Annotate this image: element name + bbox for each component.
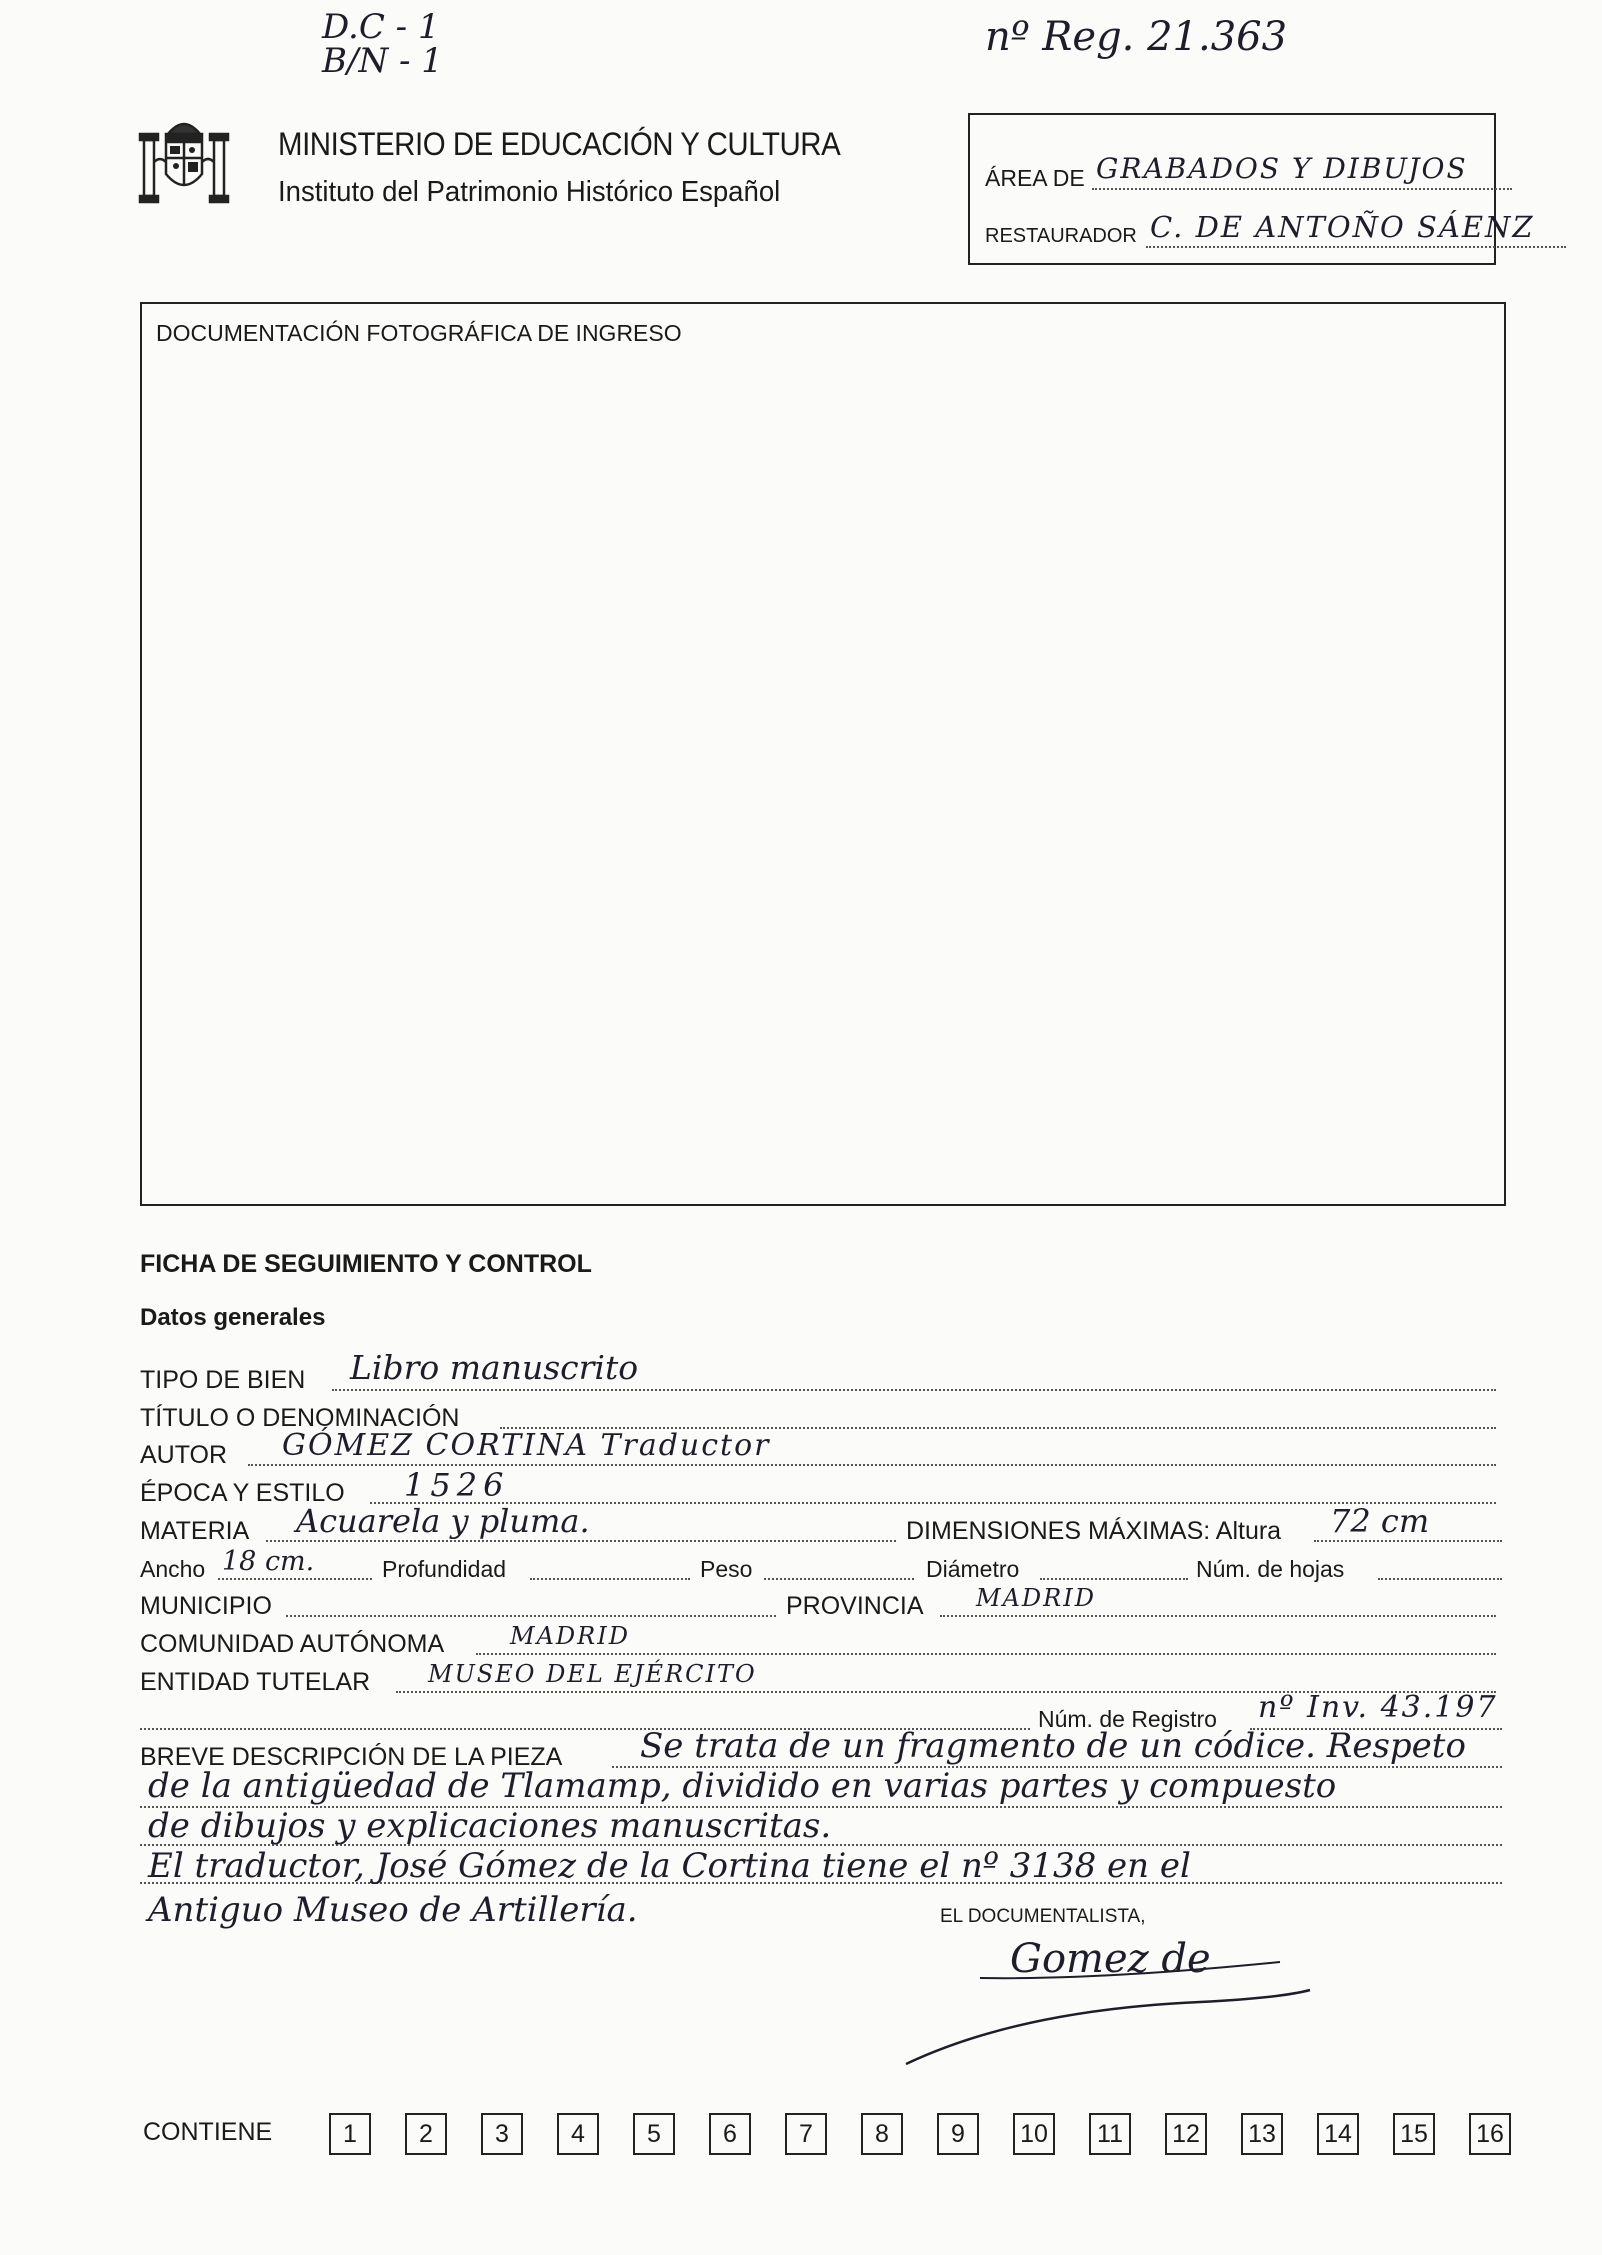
registro-value[interactable]: nº Inv. 43.197 [1258, 1690, 1498, 1725]
contiene-box-11[interactable]: 11 [1089, 2113, 1131, 2155]
autor-label: AUTOR [140, 1441, 228, 1469]
contiene-box-13[interactable]: 13 [1241, 2113, 1283, 2155]
hojas-label: Núm. de hojas [1196, 1556, 1345, 1582]
epoca-value[interactable]: 1526 [404, 1466, 510, 1504]
peso-dotted-line[interactable] [764, 1578, 914, 1580]
provincia-value[interactable]: MADRID [976, 1584, 1096, 1612]
photo-documentation-box [140, 302, 1506, 1206]
descripcion-line-2[interactable]: de la antigüedad de Tlamamp, dividido en varias partes y compuesto [148, 1766, 1337, 1806]
section-title: FICHA DE SEGUIMIENTO Y CONTROL [140, 1250, 592, 1278]
tipo-value[interactable]: Libro manuscrito [350, 1348, 639, 1387]
titulo-label: TÍTULO O DENOMINACIÓN [140, 1404, 460, 1432]
photo-box-title: DOCUMENTACIÓN FOTOGRÁFICA DE INGRESO [156, 320, 682, 346]
contiene-box-3[interactable]: 3 [481, 2113, 523, 2155]
contiene-box-16[interactable]: 16 [1469, 2113, 1511, 2155]
profundidad-dotted-line[interactable] [530, 1578, 690, 1580]
provincia-label: PROVINCIA [786, 1592, 924, 1620]
profundidad-label: Profundidad [382, 1556, 507, 1582]
dimensiones-label: DIMENSIONES MÁXIMAS: Altura [906, 1517, 1282, 1545]
registro-label: Núm. de Registro [1038, 1706, 1217, 1732]
subsection-title: Datos generales [140, 1304, 326, 1331]
top-left-note-line1: D.C - 1 [322, 7, 440, 47]
ministry-name: MINISTERIO DE EDUCACIÓN Y CULTURA [278, 126, 841, 162]
ancho-dotted-line [218, 1578, 372, 1580]
area-label: ÁREA DE [985, 165, 1085, 191]
contiene-box-4[interactable]: 4 [557, 2113, 599, 2155]
epoca-label: ÉPOCA Y ESTILO [140, 1479, 345, 1507]
contiene-box-2[interactable]: 2 [405, 2113, 447, 2155]
area-dotted-line [1092, 188, 1512, 190]
contiene-box-1[interactable]: 1 [329, 2113, 371, 2155]
contiene-box-6[interactable]: 6 [709, 2113, 751, 2155]
descripcion-label: BREVE DESCRIPCIÓN DE LA PIEZA [140, 1743, 563, 1771]
signature: Gomez de [1010, 1936, 1211, 1982]
restaurador-label: RESTAURADOR [985, 225, 1137, 247]
descripcion-line-5[interactable]: Antiguo Museo de Artillería. [148, 1890, 638, 1930]
top-left-note-line2: B/N - 1 [322, 41, 443, 81]
hojas-dotted-line[interactable] [1378, 1578, 1502, 1580]
altura-value[interactable]: 72 cm [1330, 1502, 1430, 1540]
contiene-box-15[interactable]: 15 [1393, 2113, 1435, 2155]
contiene-box-14[interactable]: 14 [1317, 2113, 1359, 2155]
contiene-box-7[interactable]: 7 [785, 2113, 827, 2155]
tipo-dotted-line [332, 1389, 1496, 1391]
descripcion-line-3[interactable]: de dibujos y explicaciones manuscritas. [148, 1806, 832, 1846]
autor-value[interactable]: GÓMEZ CORTINA Traductor [282, 1428, 771, 1463]
materia-value[interactable]: Acuarela y pluma. [296, 1502, 590, 1540]
diametro-label: Diámetro [926, 1556, 1020, 1582]
restaurador-value[interactable]: C. DE ANTOÑO SÁENZ [1150, 210, 1535, 244]
contiene-box-5[interactable]: 5 [633, 2113, 675, 2155]
top-left-note [322, 7, 443, 81]
area-value[interactable]: GRABADOS Y DIBUJOS [1096, 152, 1468, 185]
municipio-dotted-line[interactable] [286, 1615, 776, 1617]
signature-flourish [900, 1910, 1320, 2070]
coat-of-arms-logo [138, 112, 230, 212]
comunidad-value[interactable]: MADRID [510, 1622, 630, 1650]
contiene-box-8[interactable]: 8 [861, 2113, 903, 2155]
ancho-label: Ancho [140, 1556, 206, 1582]
municipio-label: MUNICIPIO [140, 1592, 272, 1620]
contiene-box-10[interactable]: 10 [1013, 2113, 1055, 2155]
comunidad-label: COMUNIDAD AUTÓNOMA [140, 1630, 445, 1658]
registration-note: nº Reg. 21.363 [985, 14, 1288, 60]
contiene-label: CONTIENE [143, 2118, 273, 2146]
comunidad-dotted-line [476, 1653, 1496, 1655]
documentalista-label: EL DOCUMENTALISTA, [940, 1906, 1146, 1927]
descripcion-line-4[interactable]: El traductor, José Gómez de la Cortina tiene el nº 3138 en el [148, 1846, 1191, 1886]
peso-label: Peso [700, 1556, 753, 1582]
provincia-dotted-line [940, 1615, 1496, 1617]
diametro-dotted-line[interactable] [1040, 1578, 1188, 1580]
institute-name: Instituto del Patrimonio Histórico Español [278, 176, 781, 208]
ancho-value[interactable]: 18 cm. [222, 1546, 315, 1577]
materia-dotted-line [266, 1540, 896, 1542]
restaurador-dotted-line [1146, 246, 1566, 248]
materia-label: MATERIA [140, 1517, 250, 1545]
tipo-label: TIPO DE BIEN [140, 1366, 306, 1394]
contiene-box-12[interactable]: 12 [1165, 2113, 1207, 2155]
contiene-box-9[interactable]: 9 [937, 2113, 979, 2155]
entidad-value[interactable]: MUSEO DEL EJÉRCITO [428, 1660, 757, 1688]
descripcion-line-1[interactable]: Se trata de un fragmento de un códice. Respeto [640, 1726, 1466, 1766]
altura-dotted-line [1314, 1540, 1502, 1542]
entidad-label: ENTIDAD TUTELAR [140, 1668, 371, 1696]
